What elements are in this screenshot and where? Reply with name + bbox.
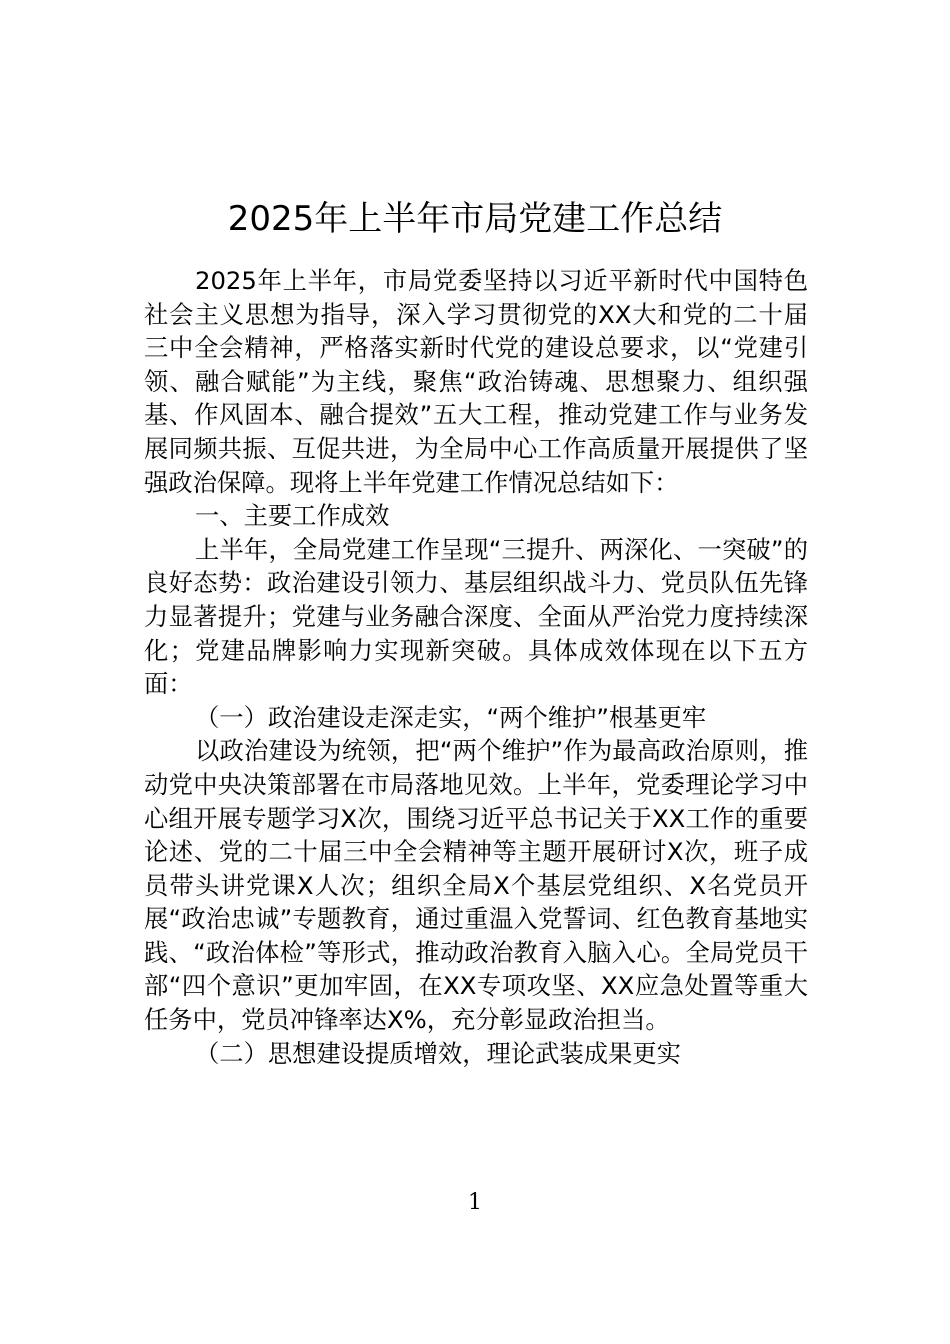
intro-paragraph: 2025年上半年，市局党委坚持以习近平新时代中国特色社会主义思想为指导，深入学习贯彻党的XX大和党的二十届三中全会精神，严格落实新时代党的建设总要求，以“党建引领、融合赋能”为主线，聚焦“政治铸魂、思想聚力、组织强基、作风固本、融合提效”五大工程，推动党建工作与业务发展同频共振、互促共进，为全局中心工作高质量开展提供了坚强政治保障。现将上半年党建工作情况总结如下： (144, 266, 808, 497)
page-number: 1 (468, 1190, 482, 1215)
document-body (144, 264, 808, 1070)
section-heading-main-achievements: 一、主要工作成效 (195, 501, 390, 531)
subsection-heading-ideological-construction: （二）思想建设提质增效，理论武装成果更实 (195, 1038, 681, 1068)
section-paragraph-main-achievements: 上半年，全局党建工作呈现“三提升、两深化、一突破”的良好态势：政治建设引领力、基层组织战斗力、党员队伍先锋力显著提升；党建与业务融合深度、全面从严治党力度持续深化；党建品牌影响力实现新突破。具体成效体现在以下五方面： (144, 534, 808, 699)
document-title: 2025年上半年市局党建工作总结 (227, 198, 723, 239)
subsection-heading-political-construction: （一）政治建设走深走实，“两个维护”根基更牢 (195, 702, 707, 732)
subsection-paragraph-political-construction: 以政治建设为统领，把“两个维护”作为最高政治原则，推动党中央决策部署在市局落地见效。上半年，党委理论学习中心组开展专题学习X次，围绕习近平总书记关于XX工作的重要论述、党的二十届三中全会精神等主题开展研讨X次，班子成员带头讲党课X人次；组织全局X个基层党组织、X名党员开展“政治忠诚”专题教育，通过重温入党誓词、红色教育基地实践、“政治体检”等形式，推动政治教育入脑入心。全局党员干部“四个意识”更加牢固，在XX专项攻坚、XX应急处置等重大任务中，党员冲锋率达X%，充分彰显政治担当。 (144, 736, 808, 1035)
